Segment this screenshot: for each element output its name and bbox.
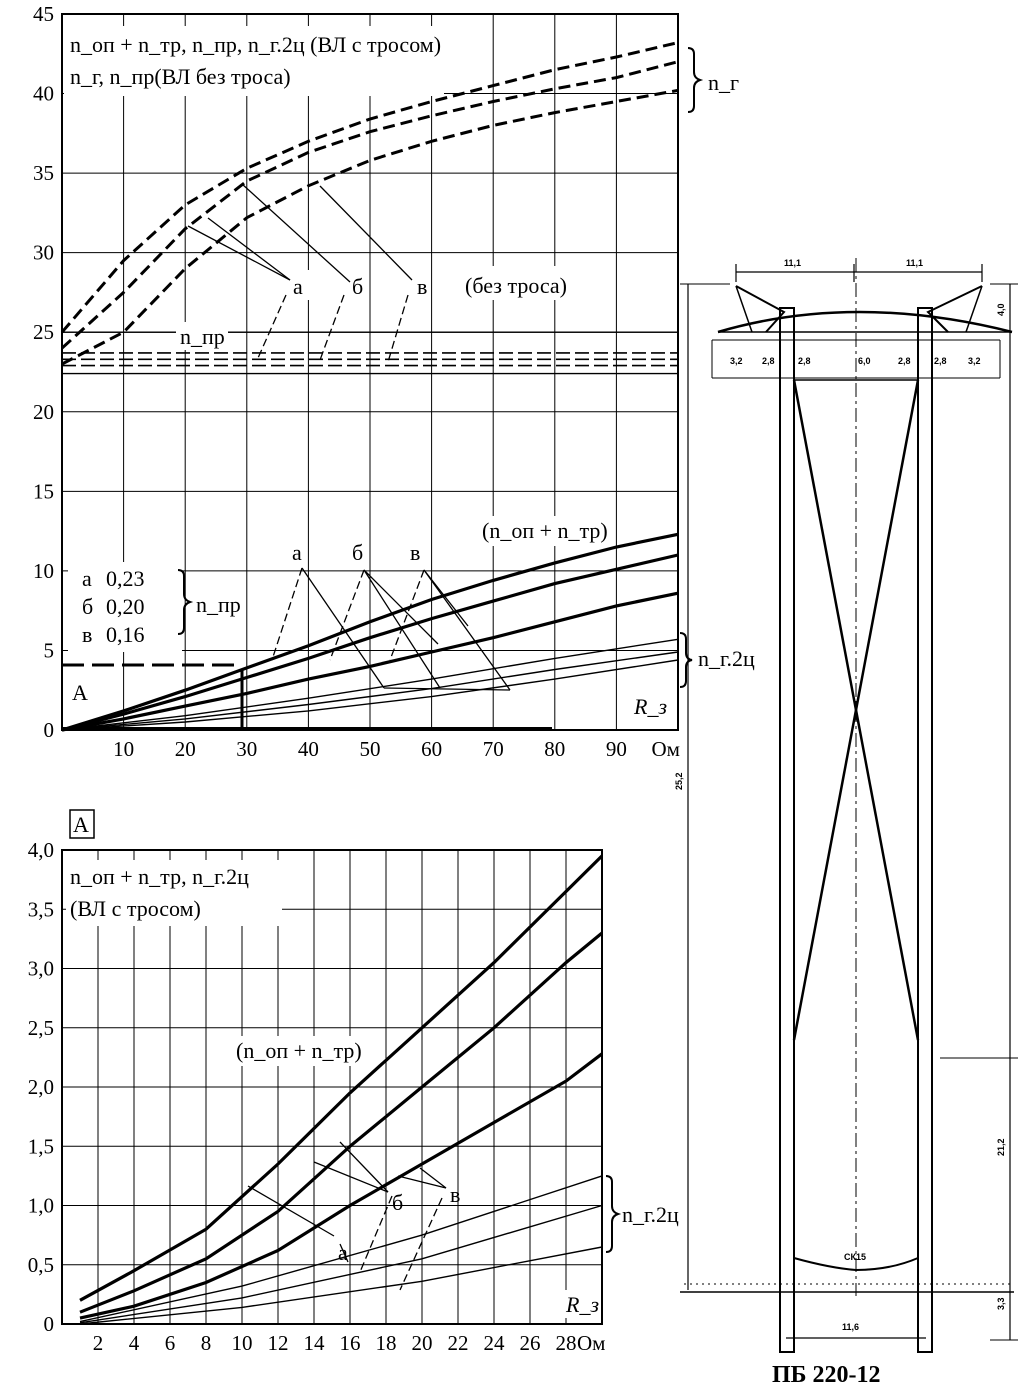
legend-title-line2: n_г, n_пр(ВЛ без троса) — [70, 64, 291, 89]
npr-value-b: 0,20 — [106, 594, 145, 619]
zoom-chart-box-label: A — [73, 812, 89, 837]
case-label-a-bottom: а — [292, 540, 302, 565]
dim-top-right: 11,1 — [906, 258, 924, 268]
x-tick-label: 14 — [303, 1331, 325, 1355]
dim-right-bottom: 3,3 — [996, 1297, 1006, 1310]
tower-drawing — [680, 258, 1018, 1352]
main-chart-y-ticks — [33, 2, 54, 742]
y-tick-label: 3,5 — [27, 897, 54, 922]
y-tick-label: 4,0 — [27, 838, 54, 862]
dim-top-left: 11,1 — [784, 258, 802, 268]
right-post — [918, 308, 932, 1352]
main-chart — [33, 2, 755, 761]
zoom-legend-line1: n_оп + n_тр, n_г.2ц — [70, 864, 249, 889]
y-tick-label: 45 — [33, 2, 54, 26]
dim-d5: 2,8 — [898, 356, 911, 366]
y-tick-label: 15 — [33, 479, 54, 504]
y-tick-label: 2,5 — [27, 1015, 54, 1040]
x-tick-label: 60 — [421, 737, 443, 761]
dim-d3: 2,8 — [798, 356, 811, 366]
y-tick-label: 35 — [33, 161, 54, 186]
case-label-v-top: в — [417, 274, 428, 299]
x-tick-label: 90 — [605, 737, 627, 761]
x-tick-label: 80 — [544, 737, 566, 761]
zoom-x-axis-label: R_з — [566, 1292, 600, 1317]
npr-label: n_пр — [180, 324, 225, 349]
y-tick-label: 3,0 — [27, 956, 54, 981]
zoom-case-b: б — [392, 1190, 404, 1215]
ng-bracket — [688, 48, 700, 112]
case-label-b-bottom: б — [352, 540, 364, 565]
x-tick-label: Ом — [576, 1331, 606, 1355]
legend-title-line1: n_оп + n_тр, n_пр, n_г.2ц (ВЛ с тросом) — [70, 32, 442, 57]
zoom-case-a: а — [338, 1240, 348, 1265]
x-tick-label: 10 — [113, 737, 135, 761]
x-tick-label: 28 — [555, 1331, 577, 1355]
case-label-v-bottom: в — [410, 540, 421, 565]
dim-right-height: 21,2 — [996, 1138, 1006, 1156]
x-tick-label: 26 — [519, 1331, 541, 1355]
x-tick-label: 24 — [483, 1331, 505, 1355]
npr-case-b: б — [82, 594, 94, 619]
x-tick-label: 8 — [200, 1331, 212, 1355]
x-tick-label: Ом — [651, 737, 680, 761]
zoom-chart — [28, 810, 679, 1355]
y-tick-label: 0 — [43, 718, 54, 742]
x-tick-label: 30 — [236, 737, 258, 761]
x-tick-label: 2 — [92, 1331, 104, 1355]
left-post — [780, 308, 794, 1352]
dim-d1: 3,2 — [730, 356, 743, 366]
x-axis-label: R_з — [634, 694, 668, 719]
x-tick-label: 40 — [297, 737, 319, 761]
crossarm-arch — [718, 312, 1012, 332]
x-tick-label: 4 — [128, 1331, 140, 1355]
dim-right-top: 4,0 — [996, 303, 1006, 316]
zoom-chart-y-ticks — [28, 838, 54, 1336]
ng-bracket-label: n_г — [708, 70, 740, 95]
npr-bracket-label: n_пр — [196, 592, 241, 617]
y-tick-label: 40 — [33, 81, 54, 106]
dim-d4: 6,0 — [858, 356, 871, 366]
zoom-case-v: в — [450, 1182, 461, 1207]
dim-bottom-span: 11,6 — [842, 1322, 860, 1332]
tower-labels — [674, 258, 1006, 1388]
x-tick-label: 16 — [339, 1331, 361, 1355]
npr-case-v: в — [82, 622, 93, 647]
x-tick-label: 20 — [411, 1331, 433, 1355]
x-tick-label: 10 — [231, 1331, 253, 1355]
case-label-a-top: а — [293, 274, 303, 299]
zoom-ng2c-label: n_г.2ц — [622, 1202, 679, 1227]
y-tick-label: 30 — [33, 240, 54, 265]
y-tick-label: 0 — [43, 1312, 54, 1336]
case-label-b-top: б — [352, 274, 364, 299]
npr-case-a: а — [82, 566, 92, 591]
y-tick-label: 25 — [33, 320, 54, 345]
ng2c-bracket-label: n_г.2ц — [698, 646, 755, 671]
x-tick-label: 70 — [482, 737, 504, 761]
sum-label: (n_оп + n_тр) — [482, 518, 608, 543]
x-tick-label: 18 — [375, 1331, 397, 1355]
y-tick-label: 20 — [33, 399, 54, 424]
tower-caption: ПБ 220-12 — [772, 1362, 881, 1388]
y-tick-label: 1,0 — [27, 1193, 54, 1218]
main-chart-x-ticks — [113, 737, 680, 761]
zoom-box-label: A — [72, 680, 88, 705]
zoom-ng2c-bracket — [606, 1176, 618, 1252]
dim-d6: 2,8 — [934, 356, 947, 366]
x-tick-label: 20 — [174, 737, 196, 761]
dim-d2: 2,8 — [762, 356, 775, 366]
x-tick-label: 6 — [164, 1331, 176, 1355]
x-tick-label: 12 — [267, 1331, 289, 1355]
zoom-sum-label: (n_оп + n_тр) — [236, 1038, 362, 1063]
y-tick-label: 0,5 — [27, 1252, 54, 1277]
no-cable-label: (без троса) — [465, 273, 568, 298]
x-tick-label: 50 — [359, 737, 381, 761]
y-tick-label: 10 — [33, 558, 54, 583]
zoom-chart-x-ticks — [93, 1331, 606, 1355]
y-tick-label: 5 — [43, 638, 54, 663]
y-tick-label: 2,0 — [27, 1075, 54, 1099]
dim-left-height: 25,2 — [674, 772, 684, 790]
x-tick-label: 22 — [447, 1331, 469, 1355]
brace-label: СК15 — [844, 1252, 867, 1262]
dim-d7: 3,2 — [968, 356, 981, 366]
ng2c-bracket — [680, 633, 692, 687]
zoom-legend-line2: (ВЛ с тросом) — [70, 896, 201, 921]
y-tick-label: 1,5 — [27, 1134, 54, 1159]
npr-value-a: 0,23 — [106, 566, 145, 591]
npr-value-v: 0,16 — [106, 622, 145, 647]
